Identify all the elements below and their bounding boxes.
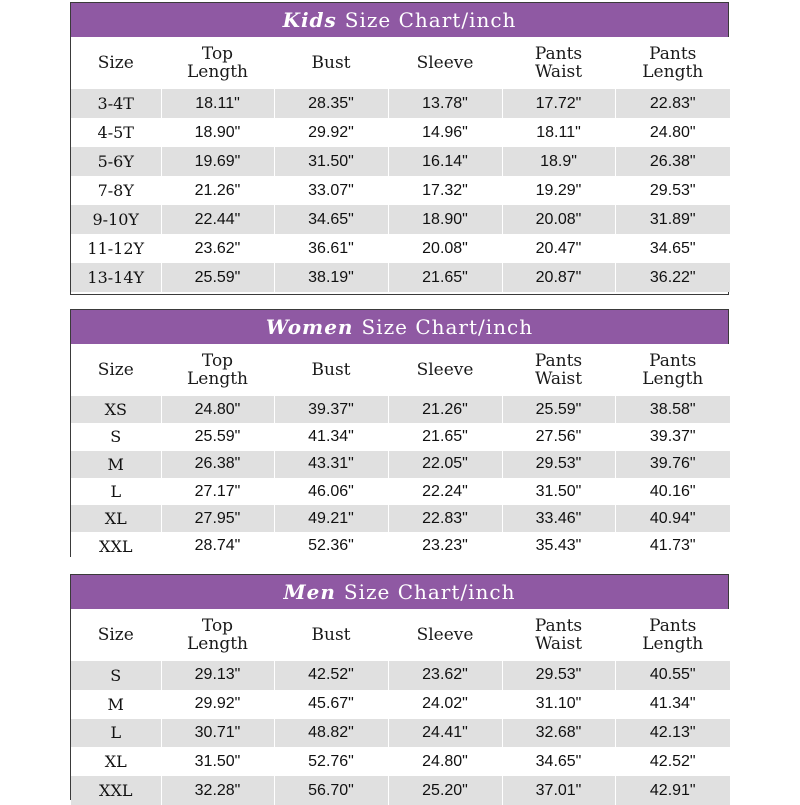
size-label: 9-10Y [71,205,161,234]
kids-size-chart [70,2,729,295]
measurement-cell: 17.72" [502,89,615,118]
measurement-cell: 37.01" [502,776,615,805]
size-label: XL [71,505,161,532]
measurement-cell: 31.10" [502,690,615,719]
size-label: S [71,423,161,450]
measurement-cell: 49.21" [274,505,388,532]
column-header-pants-length: Pants Length [615,37,730,89]
table-row [71,118,730,147]
size-table [71,37,730,292]
measurement-cell: 48.82" [274,719,388,748]
measurement-cell: 56.70" [274,776,388,805]
chart-title [71,575,728,609]
column-header-sleeve: Sleeve [388,37,502,89]
measurement-cell: 36.22" [615,263,730,292]
measurement-cell: 25.20" [388,776,502,805]
table-row [71,532,730,559]
measurement-cell: 34.65" [274,205,388,234]
header-row [71,37,730,89]
measurement-cell: 14.96" [388,118,502,147]
chart-category: Men [283,580,336,604]
measurement-cell: 40.55" [615,661,730,690]
measurement-cell: 25.59" [502,396,615,423]
table-row [71,747,730,776]
chart-title-suffix: Size Chart/inch [361,315,534,339]
measurement-cell: 18.90" [161,118,274,147]
measurement-cell: 24.41" [388,719,502,748]
measurement-cell: 52.36" [274,532,388,559]
measurement-cell: 29.53" [502,451,615,478]
chart-category: Women [265,315,354,339]
measurement-cell: 28.35" [274,89,388,118]
measurement-cell: 42.52" [615,747,730,776]
measurement-cell: 22.44" [161,205,274,234]
size-table [71,344,730,560]
measurement-cell: 41.34" [615,690,730,719]
table-row [71,776,730,805]
measurement-cell: 27.95" [161,505,274,532]
measurement-cell: 39.37" [615,423,730,450]
column-header-top-length: Top Length [161,37,274,89]
measurement-cell: 27.56" [502,423,615,450]
size-label: XS [71,396,161,423]
measurement-cell: 18.11" [502,118,615,147]
measurement-cell: 19.69" [161,147,274,176]
column-header-bust: Bust [274,37,388,89]
size-label: L [71,478,161,505]
measurement-cell: 18.9" [502,147,615,176]
women-size-chart [70,309,729,557]
measurement-cell: 20.08" [502,205,615,234]
measurement-cell: 29.53" [502,661,615,690]
measurement-cell: 31.89" [615,205,730,234]
header-row [71,609,730,661]
measurement-cell: 31.50" [274,147,388,176]
table-row [71,690,730,719]
size-label: XXL [71,776,161,805]
table-row [71,396,730,423]
size-table [71,609,730,805]
column-header-bust: Bust [274,609,388,661]
measurement-cell: 41.73" [615,532,730,559]
measurement-cell: 34.65" [502,747,615,776]
measurement-cell: 26.38" [161,451,274,478]
measurement-cell: 16.14" [388,147,502,176]
chart-title-suffix: Size Chart/inch [344,8,517,32]
measurement-cell: 42.52" [274,661,388,690]
table-row [71,661,730,690]
measurement-cell: 20.08" [388,234,502,263]
measurement-cell: 30.71" [161,719,274,748]
measurement-cell: 25.59" [161,423,274,450]
measurement-cell: 31.50" [502,478,615,505]
table-row [71,176,730,205]
measurement-cell: 22.83" [615,89,730,118]
measurement-cell: 40.16" [615,478,730,505]
table-row [71,89,730,118]
column-header-pants-length: Pants Length [615,344,730,396]
column-header-pants-waist: Pants Waist [502,37,615,89]
measurement-cell: 24.80" [388,747,502,776]
measurement-cell: 19.29" [502,176,615,205]
measurement-cell: 33.46" [502,505,615,532]
measurement-cell: 29.13" [161,661,274,690]
measurement-cell: 46.06" [274,478,388,505]
size-label: XL [71,747,161,776]
column-header-bust: Bust [274,344,388,396]
measurement-cell: 39.76" [615,451,730,478]
size-label: 5-6Y [71,147,161,176]
size-label: M [71,451,161,478]
measurement-cell: 18.90" [388,205,502,234]
measurement-cell: 52.76" [274,747,388,776]
column-header-pants-waist: Pants Waist [502,344,615,396]
table-row [71,505,730,532]
table-row [71,451,730,478]
size-label: 11-12Y [71,234,161,263]
table-row [71,147,730,176]
measurement-cell: 24.80" [615,118,730,147]
column-header-size: Size [71,344,161,396]
measurement-cell: 25.59" [161,263,274,292]
measurement-cell: 40.94" [615,505,730,532]
measurement-cell: 42.13" [615,719,730,748]
size-label: S [71,661,161,690]
table-row [71,478,730,505]
table-row [71,205,730,234]
size-label: 3-4T [71,89,161,118]
size-label: XXL [71,532,161,559]
measurement-cell: 27.17" [161,478,274,505]
measurement-cell: 21.26" [388,396,502,423]
size-label: 13-14Y [71,263,161,292]
measurement-cell: 38.19" [274,263,388,292]
chart-title [71,3,728,37]
chart-title [71,310,728,344]
header-row [71,344,730,396]
measurement-cell: 35.43" [502,532,615,559]
measurement-cell: 22.83" [388,505,502,532]
measurement-cell: 20.87" [502,263,615,292]
measurement-cell: 23.62" [388,661,502,690]
measurement-cell: 24.80" [161,396,274,423]
measurement-cell: 42.91" [615,776,730,805]
table-row [71,234,730,263]
measurement-cell: 38.58" [615,396,730,423]
measurement-cell: 21.65" [388,263,502,292]
table-row [71,719,730,748]
measurement-cell: 36.61" [274,234,388,263]
column-header-sleeve: Sleeve [388,609,502,661]
measurement-cell: 45.67" [274,690,388,719]
measurement-cell: 28.74" [161,532,274,559]
measurement-cell: 21.26" [161,176,274,205]
measurement-cell: 34.65" [615,234,730,263]
chart-category: Kids [282,8,337,32]
column-header-size: Size [71,37,161,89]
measurement-cell: 23.23" [388,532,502,559]
size-label: 4-5T [71,118,161,147]
measurement-cell: 22.05" [388,451,502,478]
measurement-cell: 39.37" [274,396,388,423]
table-row [71,263,730,292]
measurement-cell: 13.78" [388,89,502,118]
chart-title-suffix: Size Chart/inch [343,580,516,604]
column-header-size: Size [71,609,161,661]
measurement-cell: 22.24" [388,478,502,505]
measurement-cell: 23.62" [161,234,274,263]
table-row [71,423,730,450]
measurement-cell: 18.11" [161,89,274,118]
measurement-cell: 32.28" [161,776,274,805]
measurement-cell: 32.68" [502,719,615,748]
column-header-pants-waist: Pants Waist [502,609,615,661]
column-header-top-length: Top Length [161,344,274,396]
men-size-chart [70,574,729,800]
column-header-sleeve: Sleeve [388,344,502,396]
measurement-cell: 29.92" [161,690,274,719]
size-label: M [71,690,161,719]
measurement-cell: 20.47" [502,234,615,263]
measurement-cell: 29.92" [274,118,388,147]
column-header-pants-length: Pants Length [615,609,730,661]
size-label: 7-8Y [71,176,161,205]
measurement-cell: 24.02" [388,690,502,719]
measurement-cell: 17.32" [388,176,502,205]
measurement-cell: 33.07" [274,176,388,205]
measurement-cell: 29.53" [615,176,730,205]
measurement-cell: 41.34" [274,423,388,450]
size-label: L [71,719,161,748]
measurement-cell: 26.38" [615,147,730,176]
measurement-cell: 31.50" [161,747,274,776]
measurement-cell: 21.65" [388,423,502,450]
measurement-cell: 43.31" [274,451,388,478]
column-header-top-length: Top Length [161,609,274,661]
